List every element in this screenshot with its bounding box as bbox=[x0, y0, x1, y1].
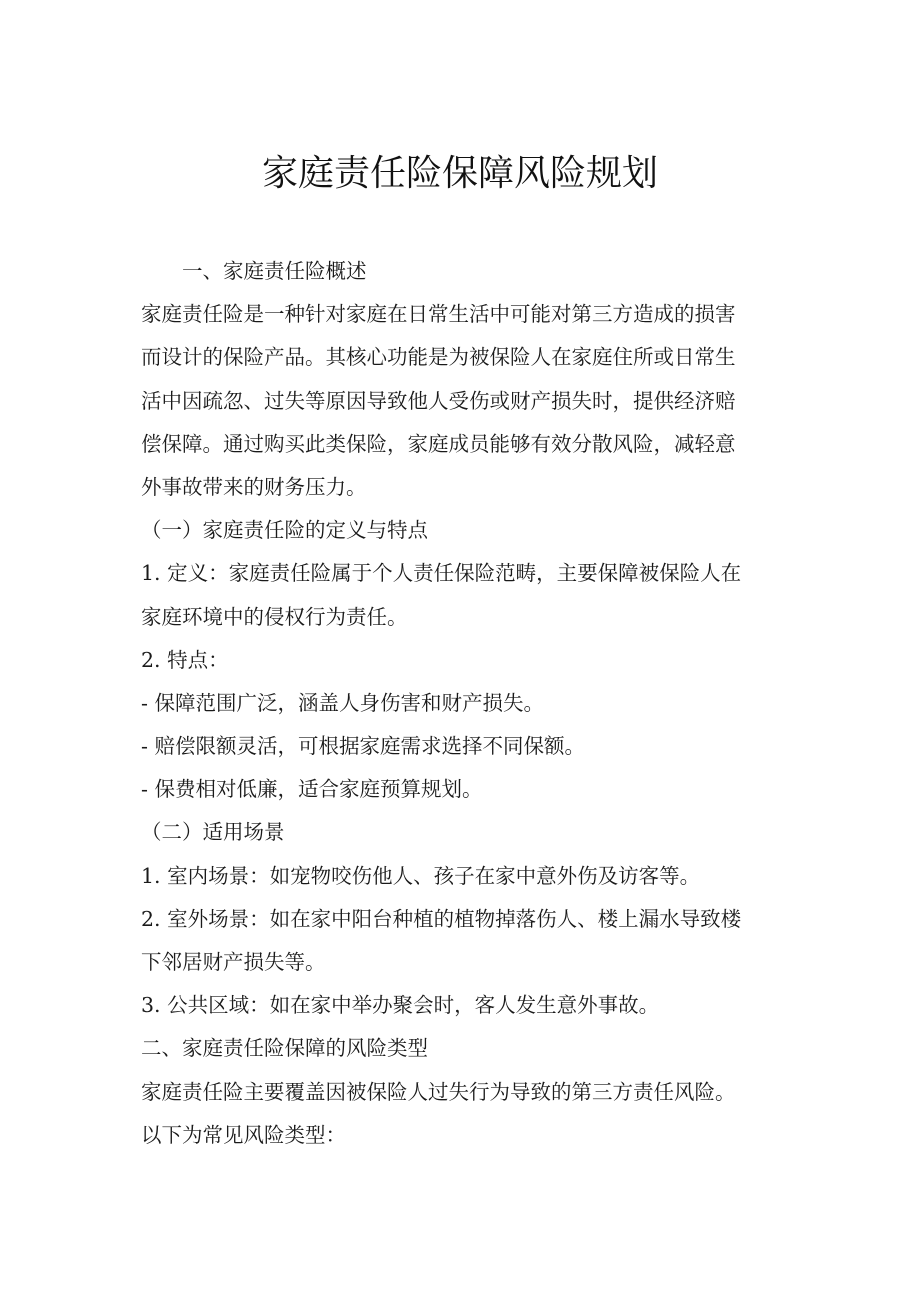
list-item-outdoor: 2. 室外场景：如在家中阳台种植的植物掉落伤人、楼上漏水导致楼 bbox=[141, 906, 742, 931]
list-item-indoor: 1. 室内场景：如宠物咬伤他人、孩子在家中意外伤及访客等。 bbox=[141, 863, 701, 888]
paragraph-line: 以下为常见风险类型： bbox=[141, 1122, 346, 1147]
bullet-item: - 保障范围广泛，涵盖人身伤害和财产损失。 bbox=[141, 690, 544, 715]
paragraph-line: 活中因疏忽、过失等原因导致他人受伤或财产损失时，提供经济赔 bbox=[141, 388, 736, 413]
subsection-heading-scenarios: （二）适用场景 bbox=[141, 820, 285, 845]
bullet-item: - 赔偿限额灵活，可根据家庭需求选择不同保额。 bbox=[141, 734, 585, 759]
document-title: 家庭责任险保障风险规划 bbox=[261, 153, 658, 194]
subsection-heading-definition: （一）家庭责任险的定义与特点 bbox=[141, 518, 428, 543]
paragraph-line: 偿保障。通过购买此类保险，家庭成员能够有效分散风险，减轻意 bbox=[141, 431, 736, 456]
document-body bbox=[141, 250, 781, 1157]
list-item-continuation: 家庭环境中的侵权行为责任。 bbox=[141, 604, 408, 629]
paragraph-line: 外事故带来的财务压力。 bbox=[141, 474, 367, 499]
section-heading-risk-types: 二、家庭责任险保障的风险类型 bbox=[141, 1036, 428, 1061]
paragraph-line: 而设计的保险产品。其核心功能是为被保险人在家庭住所或日常生 bbox=[141, 345, 736, 370]
list-item-continuation: 下邻居财产损失等。 bbox=[141, 950, 326, 974]
paragraph-line: 家庭责任险是一种针对家庭在日常生活中可能对第三方造成的损害 bbox=[141, 302, 736, 327]
list-item-public-area: 3. 公共区域：如在家中举办聚会时，客人发生意外事故。 bbox=[141, 993, 660, 1018]
paragraph-line: 家庭责任险主要覆盖因被保险人过失行为导致的第三方责任风险。 bbox=[141, 1079, 736, 1104]
section-heading-overview: 一、家庭责任险概述 bbox=[182, 259, 367, 283]
list-item-definition: 1. 定义：家庭责任险属于个人责任保险范畴，主要保障被保险人在 bbox=[141, 561, 742, 586]
bullet-item: - 保费相对低廉，适合家庭预算规划。 bbox=[141, 777, 483, 802]
list-item-features: 2. 特点： bbox=[141, 647, 229, 672]
